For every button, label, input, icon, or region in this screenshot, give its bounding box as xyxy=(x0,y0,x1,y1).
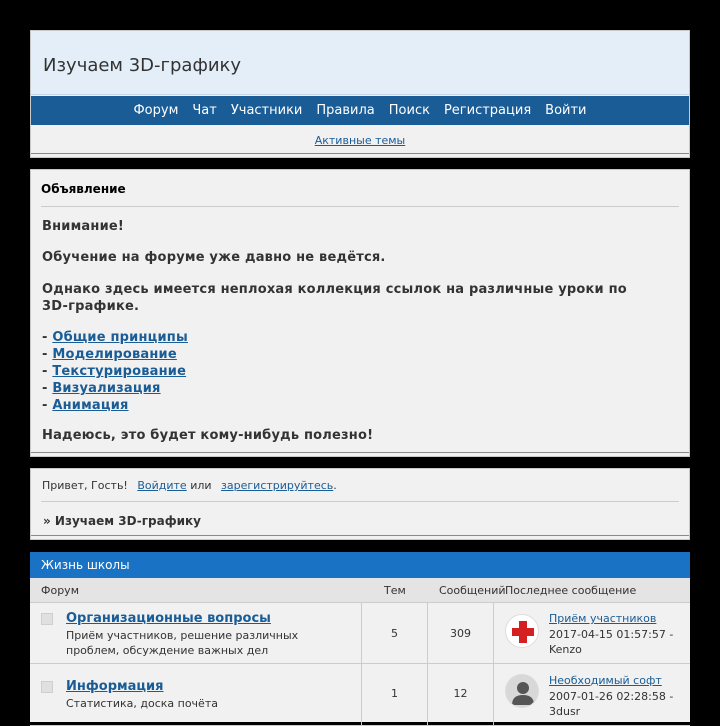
link-general-principles[interactable]: Общие принципы xyxy=(52,330,188,345)
active-topics-link[interactable]: Активные темы xyxy=(314,134,406,147)
login-link[interactable]: Войдите xyxy=(137,479,187,492)
period-text: . xyxy=(333,479,337,492)
link-visualization[interactable]: Визуализация xyxy=(52,381,161,396)
register-link[interactable]: зарегистрируйтесь xyxy=(221,479,334,492)
announcement-line-2: Однако здесь имеется неплохая коллекция ссылок на различные уроки по 3D-графике. xyxy=(42,282,627,314)
forum-description: Статистика, доска почёта xyxy=(66,697,218,710)
forum-row xyxy=(30,602,690,664)
default-user-icon[interactable] xyxy=(505,674,539,708)
divider xyxy=(493,664,494,725)
column-forum: Форум xyxy=(41,584,79,597)
link-texturing[interactable]: Текстурирование xyxy=(52,364,187,379)
divider xyxy=(31,535,689,536)
forum-name[interactable]: Информация xyxy=(66,679,164,694)
topic-count: 1 xyxy=(391,687,398,700)
divider xyxy=(41,206,679,207)
last-post-link[interactable]: Приём участников xyxy=(549,612,657,625)
forum-description: Приём участников, решение различных проблем, обсуждение важных дел xyxy=(66,629,299,657)
category-title[interactable]: Жизнь школы xyxy=(30,552,690,578)
topic-count: 5 xyxy=(391,627,398,640)
nav-forum[interactable]: Форум xyxy=(133,103,179,118)
divider xyxy=(41,501,679,502)
column-posts: Сообщений xyxy=(439,584,506,597)
main-navigation xyxy=(31,96,689,125)
nav-chat[interactable]: Чат xyxy=(192,103,217,118)
nav-members[interactable]: Участники xyxy=(230,103,303,118)
divider xyxy=(31,153,689,154)
forum-status-icon xyxy=(41,613,53,625)
or-text: или xyxy=(190,479,212,492)
last-post-link[interactable]: Необходимый софт xyxy=(549,674,662,687)
post-count: 12 xyxy=(453,687,468,700)
breadcrumb[interactable]: » Изучаем 3D-графику xyxy=(43,514,201,528)
link-modeling[interactable]: Моделирование xyxy=(52,347,177,362)
welcome-panel xyxy=(30,468,690,540)
greeting-line xyxy=(42,479,337,492)
last-post-meta: 2007-01-26 02:28:58 - 3dusr xyxy=(549,690,674,718)
site-header xyxy=(30,30,690,158)
column-topics: Тем xyxy=(384,584,406,597)
site-title[interactable]: Изучаем 3D-графику xyxy=(43,55,242,76)
announcement-title: Объявление xyxy=(41,182,126,196)
announcement-closing: Надеюсь, это будет кому-нибудь полезно! xyxy=(42,428,374,443)
nav-rules[interactable]: Правила xyxy=(316,103,375,118)
greeting-text: Привет, Гость! xyxy=(42,479,128,492)
tutorial-links-list: - Общие принципы - Моделирование - Текстурирование - Визуализация - Анимация xyxy=(42,330,188,413)
link-animation[interactable]: Анимация xyxy=(52,398,129,413)
forum-row xyxy=(30,664,690,726)
nav-login[interactable]: Войти xyxy=(545,103,587,118)
divider xyxy=(31,452,689,453)
nav-search[interactable]: Поиск xyxy=(388,103,430,118)
forum-name[interactable]: Организационные вопросы xyxy=(66,611,271,626)
divider xyxy=(493,602,494,663)
column-last-post: Последнее сообщение xyxy=(505,584,637,597)
forum-category xyxy=(30,552,690,722)
announcement-line-1: Обучение на форуме уже давно не ведётся. xyxy=(42,250,386,265)
last-post-meta: 2017-04-15 01:57:57 - Kenzo xyxy=(549,628,674,656)
site-title-bar xyxy=(31,31,689,95)
table-header xyxy=(30,578,690,603)
announcement-attention: Внимание! xyxy=(42,219,125,234)
forum-status-icon xyxy=(41,681,53,693)
red-cross-icon[interactable] xyxy=(505,614,539,648)
post-count: 309 xyxy=(450,627,471,640)
announcement-panel xyxy=(30,169,690,457)
nav-register[interactable]: Регистрация xyxy=(443,103,532,118)
